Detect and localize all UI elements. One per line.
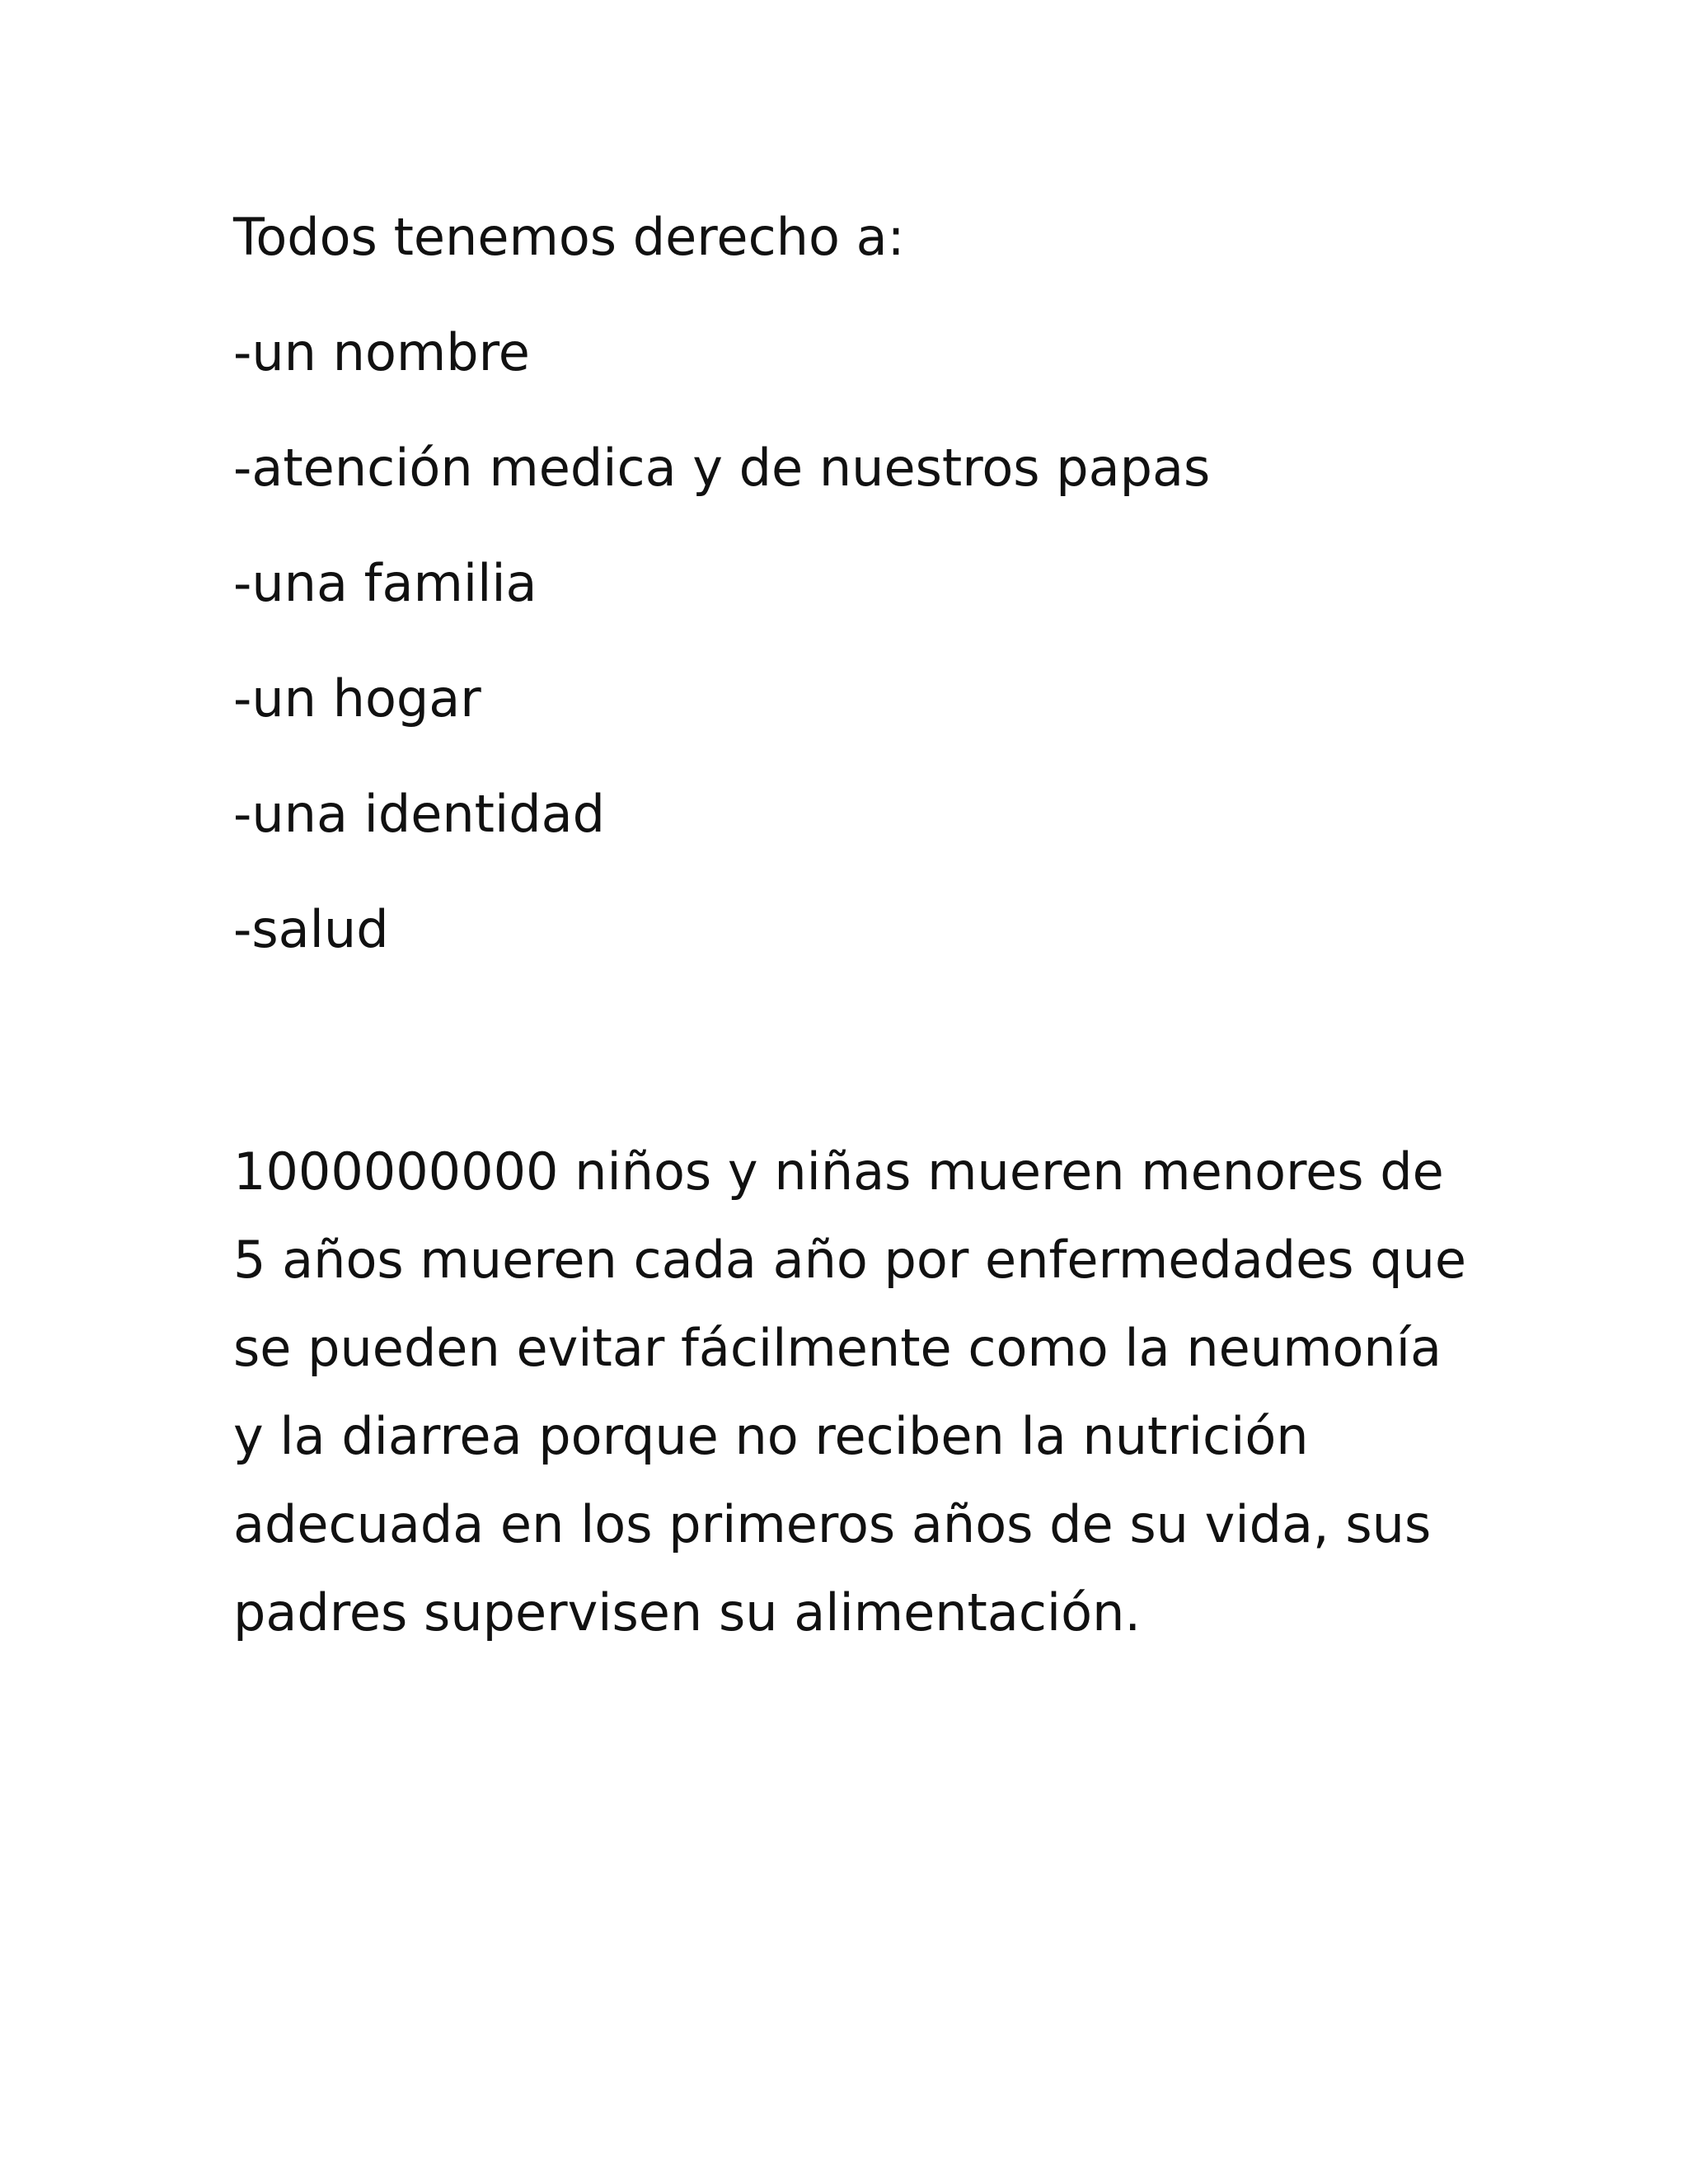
rights-list-item: -una identidad (233, 784, 605, 844)
rights-list-item: -un nombre (233, 322, 530, 382)
rights-list-item: -una familia (233, 553, 537, 613)
body-paragraph (233, 1127, 1467, 1657)
paragraph-line: padres supervisen su alimentación. (233, 1582, 1142, 1643)
paragraph-line: se pueden evitar fácilmente como la neumonía (233, 1318, 1442, 1378)
rights-list-item: -atención medica y de nuestros papas (233, 438, 1211, 498)
document-heading: Todos tenemos derecho a: (233, 207, 905, 267)
paragraph-line: 1000000000 niños y niñas mueren menores de (233, 1141, 1444, 1202)
paragraph-line: adecuada en los primeros años de su vida, sus (233, 1494, 1432, 1554)
rights-list-item: -salud (233, 899, 389, 959)
rights-list-item: -un hogar (233, 668, 481, 729)
paragraph-line: y la diarrea porque no reciben la nutrición (233, 1406, 1309, 1466)
paragraph-line: 5 años mueren cada año por enfermedades que (233, 1230, 1467, 1290)
rights-list (233, 320, 1210, 1012)
